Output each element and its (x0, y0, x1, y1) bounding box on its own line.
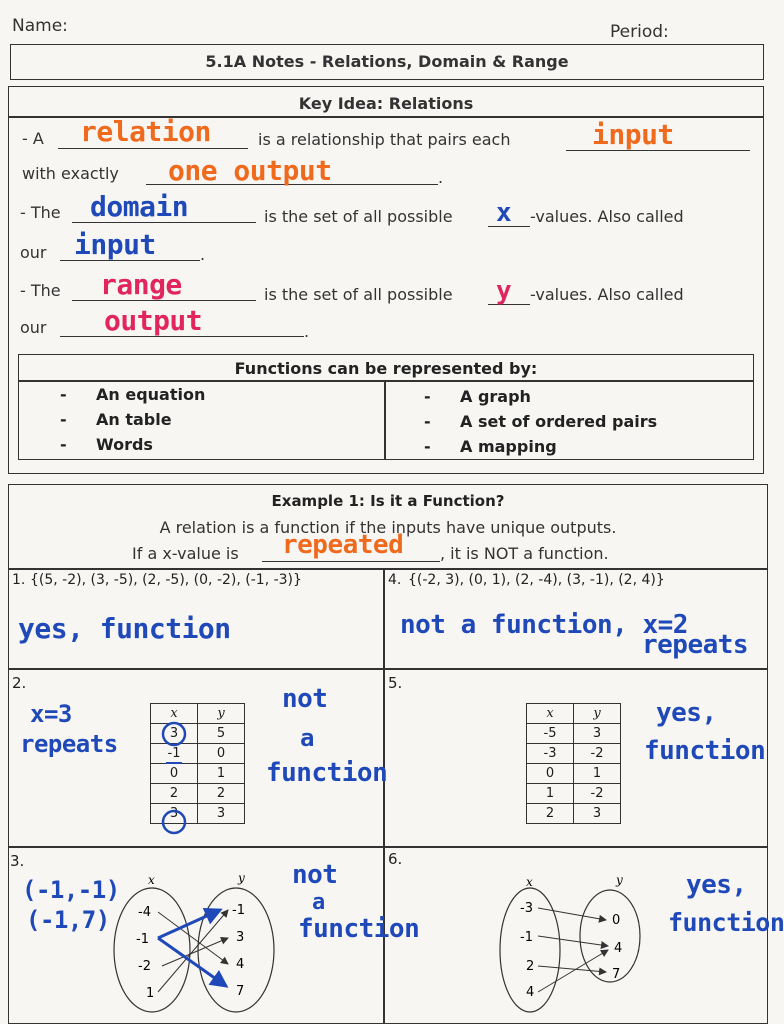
grid-h2 (8, 668, 768, 670)
answer-domain: domain (90, 190, 189, 223)
domain-value: -1 (520, 930, 533, 945)
key-line3-mid: is the set of all possible (264, 207, 453, 226)
problem-4-answer-line1: not a function, x=2 (400, 610, 688, 640)
problem-5-table (526, 703, 621, 824)
col-header-x: x (151, 704, 198, 724)
cell-y: 1 (198, 764, 245, 784)
grid-v (383, 568, 385, 1024)
key-line3-end: -values. Also called (530, 207, 684, 226)
mapping-arrow (158, 912, 228, 964)
domain-value: 4 (526, 985, 535, 1000)
cell-x: -5 (527, 724, 574, 744)
table-row (527, 804, 621, 824)
list-item: - A set of ordered pairs (424, 412, 658, 431)
list-item: - An table (60, 410, 172, 429)
domain-value: 1 (146, 986, 155, 1001)
range-oval (580, 890, 640, 982)
representations-divider-h (18, 380, 754, 382)
cell-y: 3 (574, 724, 621, 744)
grid-h3 (8, 846, 768, 848)
cell-x: -1 (151, 744, 198, 764)
range-value: -1 (232, 903, 245, 918)
key-line2-pre: with exactly (22, 164, 119, 183)
table-row (527, 784, 621, 804)
key-line5-end: -values. Also called (530, 285, 684, 304)
problem-1-answer: yes, function (18, 612, 231, 645)
grid-h1 (8, 568, 768, 570)
problem-6-answer-line1: yes, (686, 870, 747, 900)
highlight-arrow (158, 938, 226, 986)
cell-x: 3 (151, 804, 198, 824)
problem-2-note-line2: repeats (20, 730, 118, 758)
blank-relation (58, 148, 248, 149)
representations-right-list (424, 387, 657, 462)
problem-4-label: 4. (388, 572, 402, 588)
answer-x: x (496, 198, 512, 228)
representations-divider-v (384, 380, 386, 460)
domain-value: -3 (520, 901, 533, 916)
page-title: 5.1A Notes - Relations, Domain & Range (205, 52, 569, 71)
table-row (527, 744, 621, 764)
answer-range: range (100, 268, 182, 301)
cell-x: 3 (151, 724, 198, 744)
problem-2-note-line1: x=3 (30, 700, 72, 728)
cell-y: 5 (198, 724, 245, 744)
col-header-x: x (527, 704, 574, 724)
name-label: Name: (12, 16, 68, 36)
answer-one-output: one output (168, 154, 332, 187)
domain-value: -4 (138, 905, 151, 920)
problem-6-answer-line2: function (668, 908, 784, 937)
problem-1-label: 1. (12, 572, 26, 588)
representations-heading: Functions can be represented by: (234, 359, 538, 378)
mapping-arrow (162, 938, 228, 966)
range-value: 7 (612, 967, 621, 982)
problem-2-answer-line2: a (300, 724, 314, 752)
key-line6-pre: our (20, 318, 47, 337)
cell-y: 3 (198, 804, 245, 824)
cell-x: -3 (527, 744, 574, 764)
cell-x: 2 (151, 784, 198, 804)
cell-y: -2 (574, 784, 621, 804)
domain-value: -1 (136, 932, 149, 947)
key-line4-end: . (200, 245, 206, 264)
problem-3-answer-line1: not (292, 860, 338, 890)
key-line2-end: . (438, 168, 444, 187)
col-header-y: y (198, 704, 245, 724)
range-value: 0 (612, 913, 621, 928)
list-item: - Words (60, 435, 153, 454)
range-value: 3 (236, 930, 245, 945)
col-header-y: y (574, 704, 621, 724)
problem-6-mapping (486, 866, 656, 1016)
answer-relation: relation (80, 115, 211, 148)
cell-y: 2 (198, 784, 245, 804)
mapping-arrow (538, 936, 608, 946)
problem-5-label: 5. (388, 674, 403, 692)
list-item: - A mapping (424, 437, 557, 456)
axis-x-label: x (526, 875, 533, 889)
cell-y: 0 (198, 744, 245, 764)
answer-output: output (104, 304, 203, 337)
key-line5-mid: is the set of all possible (264, 285, 453, 304)
answer-repeated: repeated (282, 530, 404, 560)
circle-mark (163, 723, 185, 745)
problem-2-label: 2. (12, 674, 27, 692)
cell-x: 0 (527, 764, 574, 784)
domain-value: 2 (526, 959, 535, 974)
key-idea-heading: Key Idea: Relations (298, 94, 474, 113)
problem-3-note-line1: (-1,-1) (22, 876, 120, 904)
problem-3-answer-line2: a (312, 890, 325, 915)
problem-5-answer-line2: function (644, 736, 766, 766)
table-row (527, 764, 621, 784)
axis-y-label: y (616, 873, 623, 887)
problem-2-answer-line1: not (282, 684, 328, 714)
answer-input-2: input (74, 228, 156, 261)
mapping-arrow (538, 908, 606, 920)
cell-y: -2 (574, 744, 621, 764)
blank-repeated (262, 561, 440, 562)
example-line2-end: , it is NOT a function. (440, 544, 609, 563)
problem-4-set: {(-2, 3), (0, 1), (2, -4), (3, -1), (2, 4)} (408, 572, 665, 588)
problem-6-label: 6. (388, 850, 403, 868)
problem-3-note-line2: (-1,7) (26, 906, 110, 934)
answer-y: y (496, 276, 512, 306)
table-row (527, 724, 621, 744)
problem-3-label: 3. (10, 852, 25, 870)
cell-x: 1 (527, 784, 574, 804)
key-line3-pre: - The (20, 203, 61, 222)
period-label: Period: (610, 22, 669, 42)
key-line1-mid: is a relationship that pairs each (258, 130, 511, 149)
answer-input: input (592, 118, 674, 151)
problem-3-answer-line3: function (298, 914, 420, 944)
example-line2-pre: If a x-value is (132, 544, 239, 563)
list-item: - A graph (424, 387, 531, 406)
cell-x: 0 (151, 764, 198, 784)
problem-2-circles (150, 703, 250, 833)
problem-1-set: {(5, -2), (3, -5), (2, -5), (0, -2), (-1, -3)} (30, 572, 302, 588)
example-line1: A relation is a function if the inputs have unique outputs. (159, 518, 617, 537)
problem-4-answer-line2: repeats (642, 630, 749, 660)
key-line6-end: . (304, 322, 310, 341)
problem-3-mapping (110, 866, 290, 1016)
domain-value: -2 (138, 959, 151, 974)
cell-y: 3 (574, 804, 621, 824)
key-line5-pre: - The (20, 281, 61, 300)
cell-y: 1 (574, 764, 621, 784)
circle-mark (163, 811, 185, 833)
list-item: - An equation (60, 385, 206, 404)
range-value: 7 (236, 984, 245, 999)
axis-x-label: x (148, 873, 155, 887)
range-value: 4 (236, 957, 245, 972)
cell-x: 2 (527, 804, 574, 824)
title-box (10, 44, 764, 80)
representations-left-list (60, 385, 205, 460)
problem-5-answer-line1: yes, (656, 698, 717, 728)
problem-2-answer-line3: function (266, 758, 388, 788)
axis-y-label: y (238, 871, 245, 885)
example-heading: Example 1: Is it a Function? (271, 492, 505, 510)
key-line4-pre: our (20, 243, 47, 262)
range-value: 4 (614, 941, 623, 956)
key-line1-pre: - A (22, 129, 44, 148)
